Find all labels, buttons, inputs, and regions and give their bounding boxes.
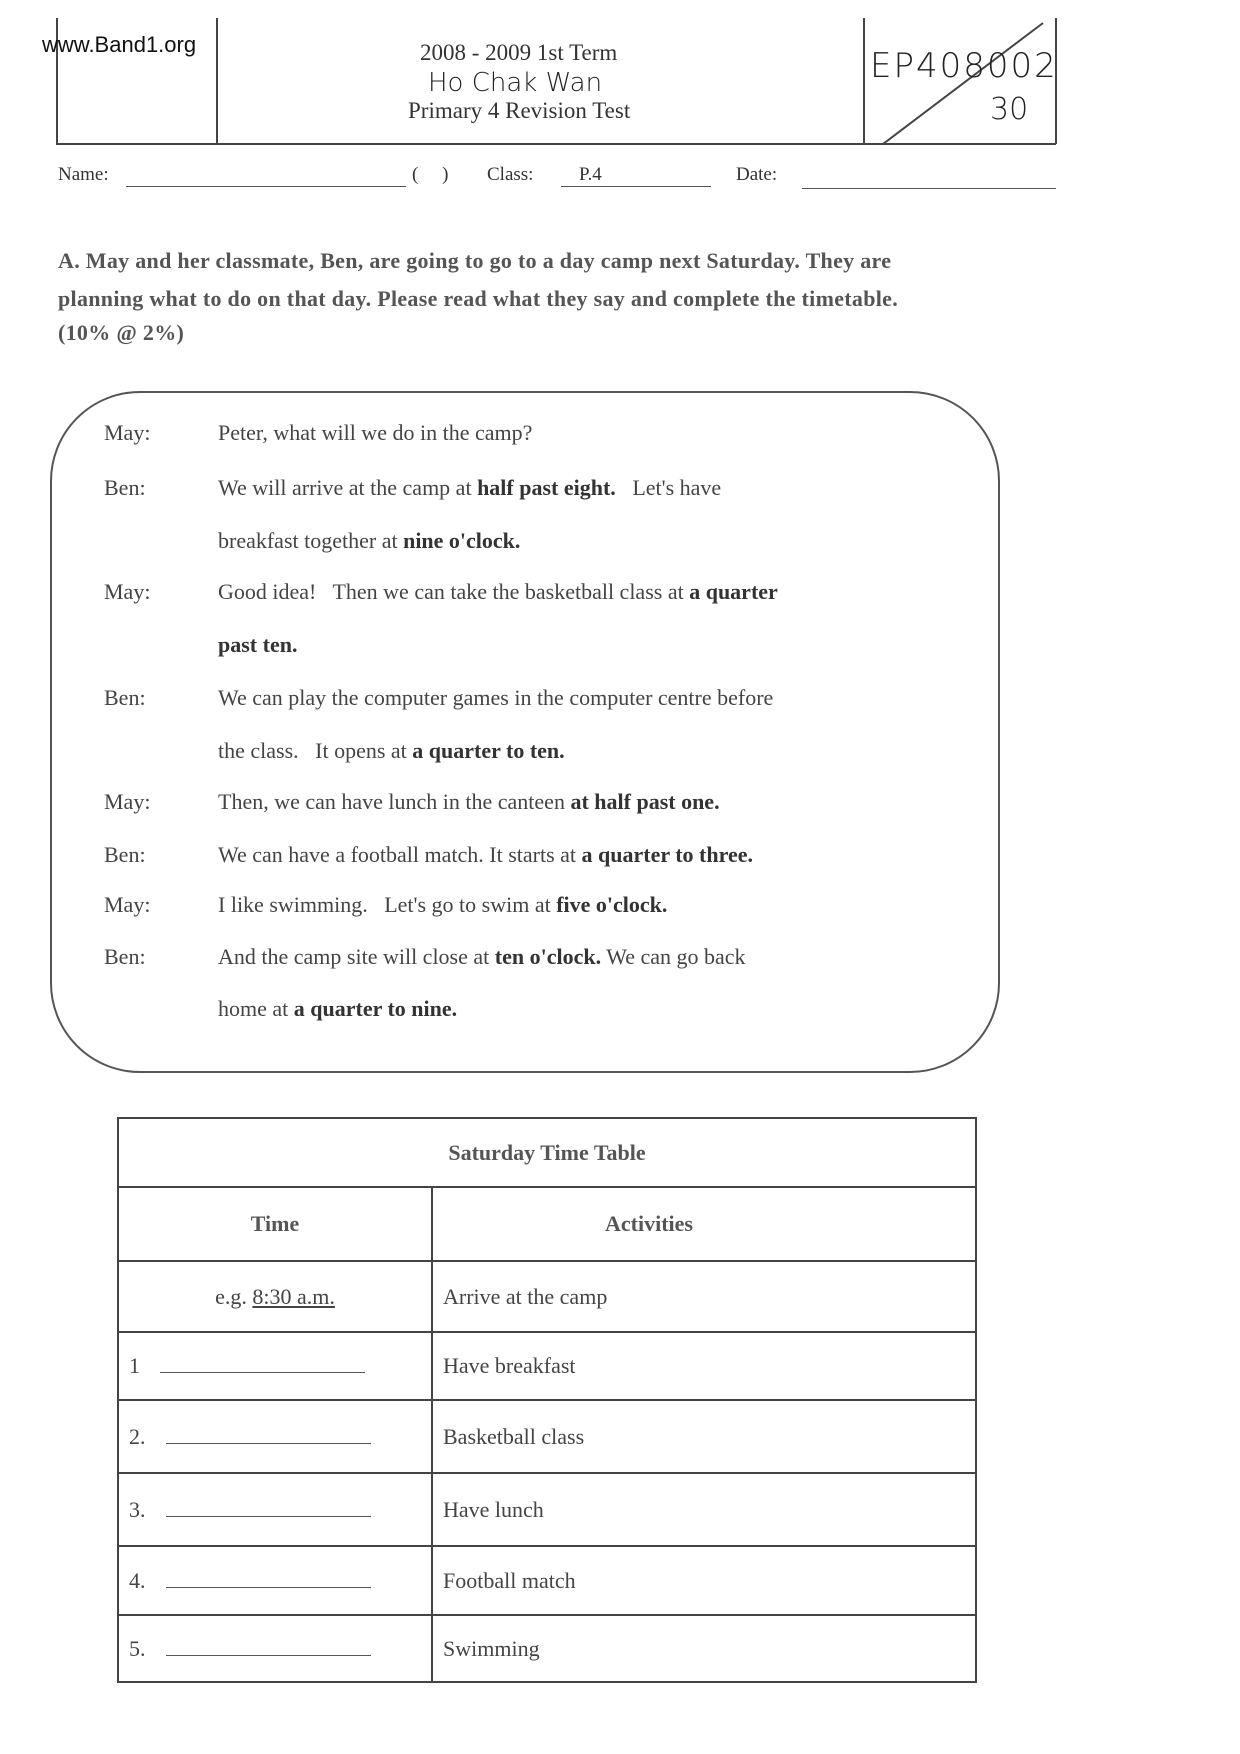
dialogue-line bbox=[218, 944, 746, 970]
activity-cell: Have breakfast bbox=[432, 1332, 976, 1400]
dialogue-text: We can have a football match. It starts at bbox=[218, 842, 582, 867]
time-cell bbox=[118, 1473, 432, 1546]
dialogue-line bbox=[218, 685, 773, 711]
dialogue-text: We can go back bbox=[601, 944, 746, 969]
time-phrase: at half past one. bbox=[570, 789, 720, 814]
speaker-label: May: bbox=[104, 579, 151, 604]
speaker-label: Ben: bbox=[104, 685, 146, 710]
date-label: Date: bbox=[736, 164, 778, 185]
name-label: Name: bbox=[58, 164, 109, 185]
table-row bbox=[118, 1473, 976, 1546]
row-number: 3. bbox=[129, 1496, 146, 1522]
row-number: 4. bbox=[129, 1567, 146, 1593]
instruction-line: planning what to do on that day. Please read what they say and complete the timetable. bbox=[58, 286, 899, 311]
column-header-time: Time bbox=[118, 1187, 432, 1261]
time-answer-blank[interactable] bbox=[166, 1425, 371, 1444]
time-phrase: five o'clock. bbox=[556, 892, 668, 917]
example-time: 8:30 a.m. bbox=[252, 1283, 335, 1309]
term-label: 2008 - 2009 1st Term bbox=[420, 40, 618, 65]
table-row bbox=[118, 1400, 976, 1473]
dialogue-text: I like swimming. Let's go to swim at bbox=[218, 892, 557, 917]
column-header-activities: Activities bbox=[432, 1187, 976, 1261]
dialogue-text: We can play the computer games in the computer centre before bbox=[218, 685, 774, 710]
time-phrase: past ten. bbox=[218, 632, 298, 657]
dialogue-line bbox=[218, 842, 753, 868]
time-phrase: a quarter to nine. bbox=[293, 996, 458, 1021]
instruction-line: (10% @ 2%) bbox=[58, 320, 185, 345]
time-phrase: a quarter to three. bbox=[581, 842, 754, 867]
table-row bbox=[118, 1615, 976, 1682]
time-cell bbox=[118, 1400, 432, 1473]
row-number: 5. bbox=[129, 1635, 146, 1661]
dialogue-text: the class. It opens at bbox=[218, 738, 413, 763]
date-field[interactable] bbox=[802, 188, 1056, 189]
time-phrase: a quarter bbox=[689, 579, 778, 604]
dialogue-text: home at bbox=[218, 996, 294, 1021]
table-row bbox=[118, 1546, 976, 1615]
dialogue-text: breakfast together at bbox=[218, 528, 404, 553]
dialogue-line bbox=[218, 528, 520, 554]
dialogue-line bbox=[218, 420, 532, 446]
dialogue-text: Good idea! Then we can take the basketball class at bbox=[218, 579, 690, 604]
activity-cell: Basketball class bbox=[432, 1400, 976, 1473]
school-name: Ho Chak Wan bbox=[428, 68, 603, 98]
dialogue-text: Let's have bbox=[615, 475, 722, 500]
speaker-label: May: bbox=[104, 420, 151, 445]
dialogue-line bbox=[218, 996, 457, 1022]
activity-cell: Football match bbox=[432, 1546, 976, 1615]
dialogue-line bbox=[218, 632, 297, 658]
table-row bbox=[118, 1332, 976, 1400]
dialogue-text: And the camp site will close at bbox=[218, 944, 495, 969]
timetable bbox=[117, 1117, 977, 1683]
class-label: Class: bbox=[487, 164, 534, 185]
time-cell bbox=[118, 1615, 432, 1682]
dialogue-line bbox=[218, 475, 721, 501]
time-cell bbox=[118, 1332, 432, 1400]
dialogue-text: Then, we can have lunch in the canteen bbox=[218, 789, 571, 814]
timetable-title: Saturday Time Table bbox=[118, 1118, 976, 1187]
site-watermark: www.Band1.org bbox=[42, 32, 197, 57]
time-phrase: ten o'clock. bbox=[494, 944, 602, 969]
dialogue-text: Peter, what will we do in the camp? bbox=[218, 420, 533, 445]
instruction-line: A. May and her classmate, Ben, are going to go to a day camp next Saturday. They are bbox=[58, 248, 892, 273]
row-number: 1 bbox=[129, 1353, 140, 1378]
paper-code: EP408002 bbox=[870, 46, 1058, 86]
test-title: Primary 4 Revision Test bbox=[408, 98, 631, 123]
time-answer-blank[interactable] bbox=[166, 1569, 371, 1588]
speaker-label: May: bbox=[104, 892, 151, 917]
dialogue-line bbox=[218, 892, 667, 918]
dialogue-line bbox=[218, 579, 778, 605]
dialogue-line bbox=[218, 789, 720, 815]
table-row-example bbox=[118, 1261, 976, 1332]
divider bbox=[216, 18, 218, 144]
time-answer-blank[interactable] bbox=[166, 1637, 371, 1656]
example-prefix: e.g. bbox=[215, 1283, 247, 1309]
activity-cell: Have lunch bbox=[432, 1473, 976, 1546]
time-phrase: a quarter to ten. bbox=[412, 738, 565, 763]
row-number: 2. bbox=[129, 1423, 146, 1449]
time-cell bbox=[118, 1546, 432, 1615]
speaker-label: May: bbox=[104, 789, 151, 814]
dialogue-line bbox=[218, 738, 565, 764]
activity-cell: Swimming bbox=[432, 1615, 976, 1682]
time-phrase: half past eight. bbox=[477, 475, 616, 500]
time-answer-blank[interactable] bbox=[160, 1354, 365, 1373]
time-phrase: nine o'clock. bbox=[403, 528, 521, 553]
speaker-label: Ben: bbox=[104, 842, 146, 867]
dialogue-text: We will arrive at the camp at bbox=[218, 475, 478, 500]
total-score: 30 bbox=[990, 92, 1029, 127]
speaker-label: Ben: bbox=[104, 944, 146, 969]
name-field[interactable] bbox=[126, 186, 406, 187]
activity-cell: Arrive at the camp bbox=[432, 1261, 976, 1332]
time-answer-blank[interactable] bbox=[166, 1498, 371, 1517]
speaker-label: Ben: bbox=[104, 475, 146, 500]
class-number-field[interactable]: ( ) bbox=[412, 164, 449, 185]
class-field[interactable]: P.4 bbox=[561, 164, 711, 187]
